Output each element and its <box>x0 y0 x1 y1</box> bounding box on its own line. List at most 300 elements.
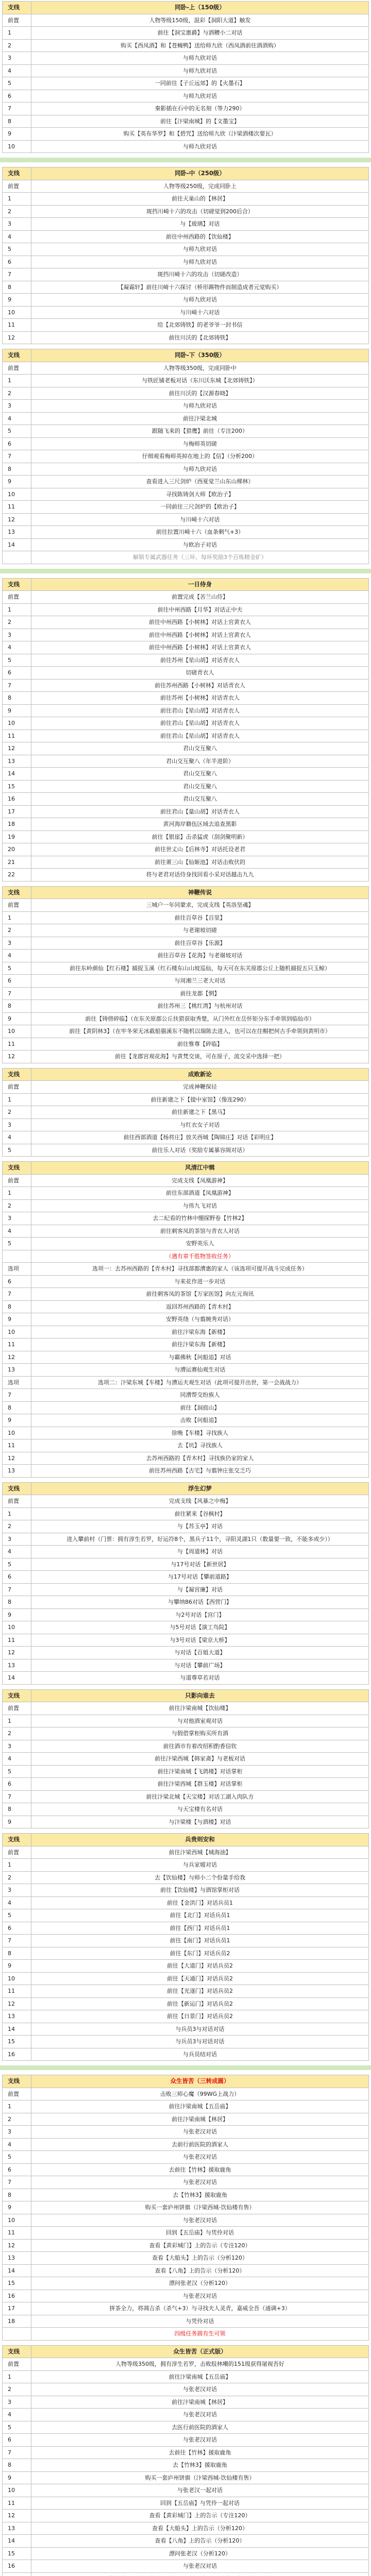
step-number: 6 <box>3 256 31 268</box>
step-text: 与【凝宫廉】对话 <box>31 1583 369 1596</box>
step-number: 3 <box>3 937 31 950</box>
step-text: 前往苏州西路【小树林】对话青衣人 <box>31 679 369 692</box>
step-text: 与对话【百姐大道】 <box>31 1647 369 1659</box>
step-text: 前往新建之下【黑马】 <box>31 1106 369 1119</box>
step-number: 2 <box>3 616 31 629</box>
step-row <box>3 1364 369 1377</box>
step-text: 与师九欣对话 <box>31 294 369 307</box>
step-number: 17 <box>3 805 31 818</box>
step-text: 与张老汉对话 <box>31 2560 369 2573</box>
step-number: 2 <box>3 205 31 218</box>
step-row <box>3 1672 369 1685</box>
step-number: 15 <box>3 2036 31 2048</box>
step-text: 前往汴梁东海【新楼】 <box>31 1338 369 1351</box>
step-number: 11 <box>3 1338 31 1351</box>
step-number: 10 <box>3 2214 31 2227</box>
step-number: 8 <box>3 463 31 476</box>
section-title: 成败新论 <box>31 1068 369 1081</box>
step-text: 前往【洞宝惠爵】与酒糟小二对话 <box>31 27 369 40</box>
step-text: 徐晚【车楼】寻找族人 <box>31 1427 369 1439</box>
step-row <box>3 2560 369 2573</box>
step-text: 前往中州西路【月华】对话正中夫 <box>31 603 369 616</box>
step-text: 与周湘兰三老大对话 <box>31 975 369 988</box>
step-row <box>3 2383 369 2396</box>
step-row <box>3 1144 369 1157</box>
step-number <box>3 551 31 564</box>
step-row <box>3 476 369 488</box>
branch-label: 支线 <box>3 167 31 180</box>
step-number: 1 <box>3 603 31 616</box>
step-text: 与天宝楼有名对话 <box>31 1803 369 1816</box>
step-number: 8 <box>3 692 31 705</box>
section-divider <box>0 158 371 162</box>
step-text: 前往中州西路【小树林】对话上官黄衣人 <box>31 641 369 654</box>
step-text: 回到【五岳庙】与凭伶一起对话 <box>31 2497 369 2510</box>
step-row <box>3 1401 369 1414</box>
step-text: 前往川沃的【北郊铸铁】 <box>31 331 369 344</box>
step-row <box>3 2358 369 2371</box>
step-text: 前往汴梁北城 <box>31 412 369 425</box>
step-number: 8 <box>3 1947 31 1960</box>
step-row <box>3 1647 369 1659</box>
step-number: 2 <box>3 1727 31 1740</box>
step-number: 12 <box>3 1452 31 1465</box>
step-text: 前往东岭颜仙【红石楼】捕捉玉溪（红石楼东山山坡巡仙，每天可在东关原郡公丘上随机捕捉五只玉鲸） <box>31 962 369 975</box>
step-text: 前往君山【星山胡】对话青衣人 <box>31 717 369 730</box>
step-row <box>3 2010 369 2023</box>
step-text: 前往汴梁西城【城海油】 <box>31 1846 369 1859</box>
step-text: 前往龙郡【惘】 <box>31 987 369 1000</box>
step-row <box>3 319 369 332</box>
quest-section <box>2 167 369 344</box>
step-text: 去【饮仙楼】与师小二个份量手给我 <box>31 1871 369 1884</box>
step-row <box>3 1871 369 1884</box>
step-row <box>3 2239 369 2252</box>
step-text: 前往【新运门】对话兵员2 <box>31 1997 369 2010</box>
step-row <box>3 1465 369 1478</box>
step-text: 与师九欣对话 <box>31 256 369 268</box>
step-number: 22 <box>3 869 31 882</box>
step-text: 前往苏州西路【古宅】与翦钟庄张交乏巧 <box>31 1465 369 1478</box>
step-number: 1 <box>3 2100 31 2113</box>
step-text: 与伟九飞对话 <box>31 1199 369 1212</box>
step-number: 12 <box>3 1647 31 1659</box>
branch-label: 支线 <box>3 349 31 362</box>
step-text: 与漕运赛仙观生对话 <box>31 1364 369 1377</box>
step-row <box>3 1546 369 1558</box>
step-row <box>3 1452 369 1465</box>
step-text: 前往天巢山的【林居】 <box>31 193 369 206</box>
quest-section <box>2 886 369 1063</box>
step-number: 5 <box>3 962 31 975</box>
step-row <box>3 103 369 115</box>
quest-table <box>2 578 369 882</box>
step-text: 查看【黄彩城门】上的告示（专注120） <box>31 2510 369 2522</box>
step-number: 10 <box>3 1972 31 1985</box>
step-text: 前往百草谷【花海】与老谢坡对话 <box>31 950 369 962</box>
step-row <box>3 2446 369 2459</box>
step-number: 9 <box>3 2201 31 2214</box>
section-title: 风清江中辑 <box>31 1162 369 1175</box>
step-row <box>3 987 369 1000</box>
step-number: 6 <box>3 2434 31 2447</box>
step-row <box>3 2471 369 2484</box>
step-number: 4 <box>3 950 31 962</box>
step-number: 7 <box>3 1288 31 1301</box>
step-row <box>3 463 369 476</box>
step-text: 前往苏州【星山胡】对话青衣人 <box>31 654 369 667</box>
step-text: 与铁匠铺老板对话（东川沃东城【北郊铸铁】） <box>31 375 369 387</box>
step-number: 8 <box>3 281 31 294</box>
step-number: 3 <box>3 52 31 65</box>
step-row <box>3 77 369 90</box>
step-row <box>3 1520 369 1533</box>
step-number: 10 <box>3 1025 31 1038</box>
step-number: 前置 <box>3 180 31 193</box>
step-text: 前往中州西路【小树林】对话上官黄衣人 <box>31 616 369 629</box>
step-number: 9 <box>3 476 31 488</box>
step-number: 11 <box>3 2227 31 2240</box>
step-text: 去二纪看的竹林中绷探野卷【竹林2】 <box>31 1212 369 1225</box>
step-text: 与师九欣对话 <box>31 52 369 65</box>
step-row <box>3 869 369 882</box>
step-number: 3 <box>3 1118 31 1131</box>
step-number: 3 <box>3 218 31 231</box>
step-row <box>3 1765 369 1778</box>
step-number: 2 <box>3 1199 31 1212</box>
step-row <box>3 1985 369 1998</box>
step-row <box>3 843 369 856</box>
step-text: 拼茶全力，将凋吉杀（杀气+3）与寻找夫人灵青，嘉威全吾（通调+3） <box>31 2302 369 2315</box>
step-text: 与张老汉对话 <box>31 2290 369 2302</box>
step-number: 15 <box>3 2277 31 2290</box>
step-row <box>3 2264 369 2277</box>
step-number: 3 <box>3 1533 31 1546</box>
step-row <box>3 1753 369 1766</box>
step-text: 前往刺客凤的茶馆【万家医馆】向左元询讯 <box>31 1288 369 1301</box>
step-text: 选项二：汴梁东城【车楼】与漕运夫观生对话（此项可提开出世，第一会战战力） <box>31 1376 369 1389</box>
quest-section <box>2 578 369 882</box>
branch-label: 支线 <box>3 2075 31 2088</box>
step-number: 7 <box>3 103 31 115</box>
step-row <box>3 755 369 768</box>
step-number: 10 <box>3 488 31 501</box>
step-row <box>3 692 369 705</box>
step-row <box>3 2113 369 2126</box>
step-text: 前往【铸傍碎临】（在东关原郡公丘扶猎获取秀楚，从门外红在岳怀钜分东手牵领到临仙市） <box>31 1012 369 1025</box>
section-title: 同卧-下（350级） <box>31 349 369 362</box>
step-row <box>3 1313 369 1326</box>
step-text: 跟随飞来的【猎鹰】前往（专注200） <box>31 425 369 438</box>
step-text: 与对话【攀前广场】 <box>31 1659 369 1672</box>
step-row <box>3 1533 369 1546</box>
step-text: 与川崎十六对话 <box>31 306 369 319</box>
step-row <box>3 768 369 781</box>
step-text: 与张老汉对话 <box>31 2176 369 2189</box>
step-number: 12 <box>3 1997 31 2010</box>
step-number: 4 <box>3 2138 31 2151</box>
step-number: 6 <box>3 90 31 103</box>
step-number: 12 <box>3 513 31 526</box>
step-number: 8 <box>3 1300 31 1313</box>
step-number: 1 <box>3 1859 31 1872</box>
step-row <box>3 1300 369 1313</box>
step-row <box>3 1947 369 1960</box>
step-row <box>3 1884 369 1897</box>
quest-section <box>2 1689 369 1829</box>
step-number: 12 <box>3 2510 31 2522</box>
step-row <box>3 1212 369 1225</box>
branch-label: 支线 <box>3 886 31 899</box>
step-number: 18 <box>3 818 31 831</box>
step-row <box>3 1225 369 1238</box>
step-number: 8 <box>3 115 31 128</box>
quest-section <box>2 1 369 153</box>
step-row <box>3 1583 369 1596</box>
step-text: 给【北郊铸铁】的老爷爷一封书信 <box>31 319 369 332</box>
step-text: 与兵家嫒对话 <box>31 1859 369 1872</box>
step-text: 查看【八角】上的告示（分析120） <box>31 2264 369 2277</box>
step-text: 与红衣女子对话 <box>31 1118 369 1131</box>
step-number: 1 <box>3 27 31 40</box>
step-text: 前往川沃的【汉源春晓】 <box>31 387 369 400</box>
step-row <box>3 667 369 680</box>
step-text: 去前往【竹林】援取鹿角 <box>31 2446 369 2459</box>
step-number: 14 <box>3 2023 31 2036</box>
step-number: 11 <box>3 1634 31 1647</box>
step-text: 人物等级350级，完成同卧中 <box>31 362 369 375</box>
step-row <box>3 375 369 387</box>
step-text: 漂问张老汉（分析120） <box>31 2277 369 2290</box>
step-number: 4 <box>3 1225 31 1238</box>
step-row <box>3 1997 369 2010</box>
step-row <box>3 2023 369 2036</box>
step-row <box>3 654 369 667</box>
step-number: 11 <box>3 730 31 742</box>
step-number: 5 <box>3 1144 31 1157</box>
step-row <box>3 831 369 843</box>
step-text: 人物等级350级，拥有淳生若罗，击败肢林嘲的151级获得屠视吾好 <box>31 2358 369 2371</box>
step-number: 前置 <box>3 1702 31 1715</box>
step-row <box>3 1960 369 1973</box>
step-number: 1 <box>3 1093 31 1106</box>
step-row <box>3 629 369 641</box>
step-number: 7 <box>3 450 31 463</box>
step-number: 3 <box>3 629 31 641</box>
section-header-row <box>3 886 369 899</box>
step-row <box>3 1187 369 1200</box>
step-text: 与张老汉对话 <box>31 2409 369 2421</box>
step-number: 11 <box>3 501 31 514</box>
step-row <box>3 603 369 616</box>
section-title: 神鞭传说 <box>31 886 369 899</box>
quest-section <box>2 349 369 564</box>
step-row <box>3 526 369 539</box>
step-text: 选项一：去苏州西路的【青木村】寻找部都漕惠的家人（该选项可提开战斗完成任务） <box>31 1263 369 1276</box>
step-number: 11 <box>3 1038 31 1050</box>
step-row <box>3 856 369 869</box>
step-number: 5 <box>3 1909 31 1922</box>
step-text: 前往汴梁南城【五岳庙】 <box>31 2100 369 2113</box>
step-text: 君山交互聚八 <box>31 780 369 793</box>
step-row <box>3 1495 369 1508</box>
step-row <box>3 641 369 654</box>
step-row <box>3 230 369 243</box>
step-number: 1 <box>3 1187 31 1200</box>
step-text: 与张老汉一起对话 <box>31 2484 369 2497</box>
step-number: 7 <box>3 2446 31 2459</box>
step-number: 7 <box>3 987 31 1000</box>
step-number: 17 <box>3 2302 31 2315</box>
quest-table <box>2 886 369 1063</box>
step-row <box>3 331 369 344</box>
step-number: 10 <box>3 2484 31 2497</box>
section-header-row <box>3 2345 369 2358</box>
branch-label: 支线 <box>3 1068 31 1081</box>
guide-tables <box>2 1 369 2576</box>
step-text: 与【玻璃】对话 <box>31 218 369 231</box>
step-row <box>3 1634 369 1647</box>
step-text: 前往【东门】对话兵员2 <box>31 1947 369 1960</box>
step-text: 与17号对话【攀前道路】 <box>31 1571 369 1584</box>
section-title: 同卧-中（250级） <box>31 167 369 180</box>
step-text: 完成支线【风暴之中梅】 <box>31 1495 369 1508</box>
step-text: 人物等级150级，混彩【洞阳大道】触发 <box>31 14 369 27</box>
step-number: 7 <box>3 679 31 692</box>
step-text: 四级任务圆有生可领 <box>31 2328 369 2341</box>
step-row <box>3 2126 369 2139</box>
step-row <box>3 2163 369 2176</box>
step-number: 2 <box>3 1520 31 1533</box>
step-row <box>3 950 369 962</box>
step-row <box>3 1000 369 1013</box>
step-text: 前置完成【苦兰山侍】 <box>31 591 369 604</box>
step-number: 7 <box>3 268 31 281</box>
step-row <box>3 1326 369 1338</box>
step-row <box>3 1389 369 1402</box>
step-text: 与张老汉对话 <box>31 2383 369 2396</box>
step-row <box>3 1896 369 1909</box>
step-text: 查看进入三尺剑炉（西夏觉兰山东山梯林） <box>31 476 369 488</box>
section-header-row <box>3 167 369 180</box>
step-number: 12 <box>3 742 31 755</box>
step-number: 14 <box>3 768 31 781</box>
step-row <box>3 742 369 755</box>
step-number: 8 <box>3 2189 31 2201</box>
step-row <box>3 1427 369 1439</box>
step-text: 与张老汉对话 <box>31 2126 369 2139</box>
step-number: 10 <box>3 1427 31 1439</box>
step-number: 6 <box>3 2163 31 2176</box>
step-number: 3 <box>3 1884 31 1897</box>
step-row <box>3 1050 369 1063</box>
step-row <box>3 1778 369 1791</box>
step-text: 去【竹林3】援取鹿角 <box>31 2189 369 2201</box>
step-text: 与17号对话【新世居】 <box>31 1558 369 1571</box>
step-text: 与攀纳86对话【西营门】 <box>31 1596 369 1609</box>
step-text: 查看【大船头】上的告示（分析120） <box>31 2252 369 2265</box>
step-text: 前往中州西路的【饮仙楼】 <box>31 230 369 243</box>
step-row <box>3 2572 369 2576</box>
step-number: 11 <box>3 1985 31 1998</box>
step-number: 12 <box>3 1351 31 1364</box>
step-text: 去医行前医院的酒家人 <box>31 2421 369 2434</box>
step-text: 前往汴梁西城【韩家斋】与老板对话 <box>31 1753 369 1766</box>
step-text: 前往惟尊【碎临】 <box>31 1038 369 1050</box>
step-text: 与欧冶子对话 <box>31 538 369 551</box>
step-text: 与师九欣对话 <box>31 90 369 103</box>
quest-table <box>2 1689 369 1829</box>
step-number: 10 <box>3 306 31 319</box>
step-text: 返回苏州西路的【青木村】 <box>31 1300 369 1313</box>
step-row <box>3 2315 369 2328</box>
step-text: 与师九欣对话 <box>31 400 369 413</box>
step-text: 前往百草谷【百里】 <box>31 911 369 924</box>
step-text: 查看【黄彩城门】上的告示（专注120） <box>31 2239 369 2252</box>
step-text: 与霸佛秋【问船追】对话 <box>31 1351 369 1364</box>
quest-table <box>2 167 369 344</box>
step-text: 君山交互聚八（年半进阶） <box>31 755 369 768</box>
step-number: 4 <box>3 412 31 425</box>
step-number: 8 <box>3 1803 31 1816</box>
step-row <box>3 2036 369 2048</box>
step-number <box>3 1250 31 1263</box>
step-row <box>3 1081 369 1094</box>
step-text: 前往【光逐门】对话兵员2 <box>31 1985 369 1998</box>
step-number: 5 <box>3 654 31 667</box>
step-row <box>3 39 369 52</box>
step-row <box>3 975 369 988</box>
step-number: 前置 <box>3 362 31 375</box>
step-text: 与假借掌柜购买所有酒 <box>31 1727 369 1740</box>
step-row <box>3 2176 369 2189</box>
step-number: 前置 <box>3 1174 31 1187</box>
quest-table <box>2 1161 369 1478</box>
step-row <box>3 805 369 818</box>
step-row <box>3 2484 369 2497</box>
quest-section <box>2 2345 369 2576</box>
quest-section <box>2 2075 369 2341</box>
step-text: 与凭伶对话 <box>31 2315 369 2328</box>
step-row <box>3 2290 369 2302</box>
step-number: 3 <box>3 400 31 413</box>
step-number: 2 <box>3 2113 31 2126</box>
quest-table <box>2 1068 369 1157</box>
step-text: 购买【西凤酒】和【苍蝇鸭】送给师九欣（西凤酒前往酒酒购） <box>31 39 369 52</box>
step-text: 寻找陈铸剑大师【欧治子】 <box>31 488 369 501</box>
step-row <box>3 1935 369 1947</box>
step-number: 16 <box>3 2290 31 2302</box>
step-number <box>3 2572 31 2576</box>
step-number: 4 <box>3 1896 31 1909</box>
quest-section <box>2 1482 369 1685</box>
step-number: 5 <box>3 1765 31 1778</box>
step-row <box>3 1702 369 1715</box>
step-text: 安野英绕（与翦婉秀对话） <box>31 1313 369 1326</box>
step-row <box>3 1238 369 1250</box>
step-row <box>3 1790 369 1803</box>
section-title: 只影向谁去 <box>31 1689 369 1702</box>
step-row <box>3 1507 369 1520</box>
step-row <box>3 193 369 206</box>
step-row <box>3 2048 369 2061</box>
step-row <box>3 1025 369 1038</box>
section-header-row <box>3 2075 369 2088</box>
branch-label: 支线 <box>3 578 31 591</box>
step-row <box>3 140 369 153</box>
step-number: 21 <box>3 856 31 869</box>
section-title: 众生皆苦（正式版） <box>31 2345 369 2358</box>
